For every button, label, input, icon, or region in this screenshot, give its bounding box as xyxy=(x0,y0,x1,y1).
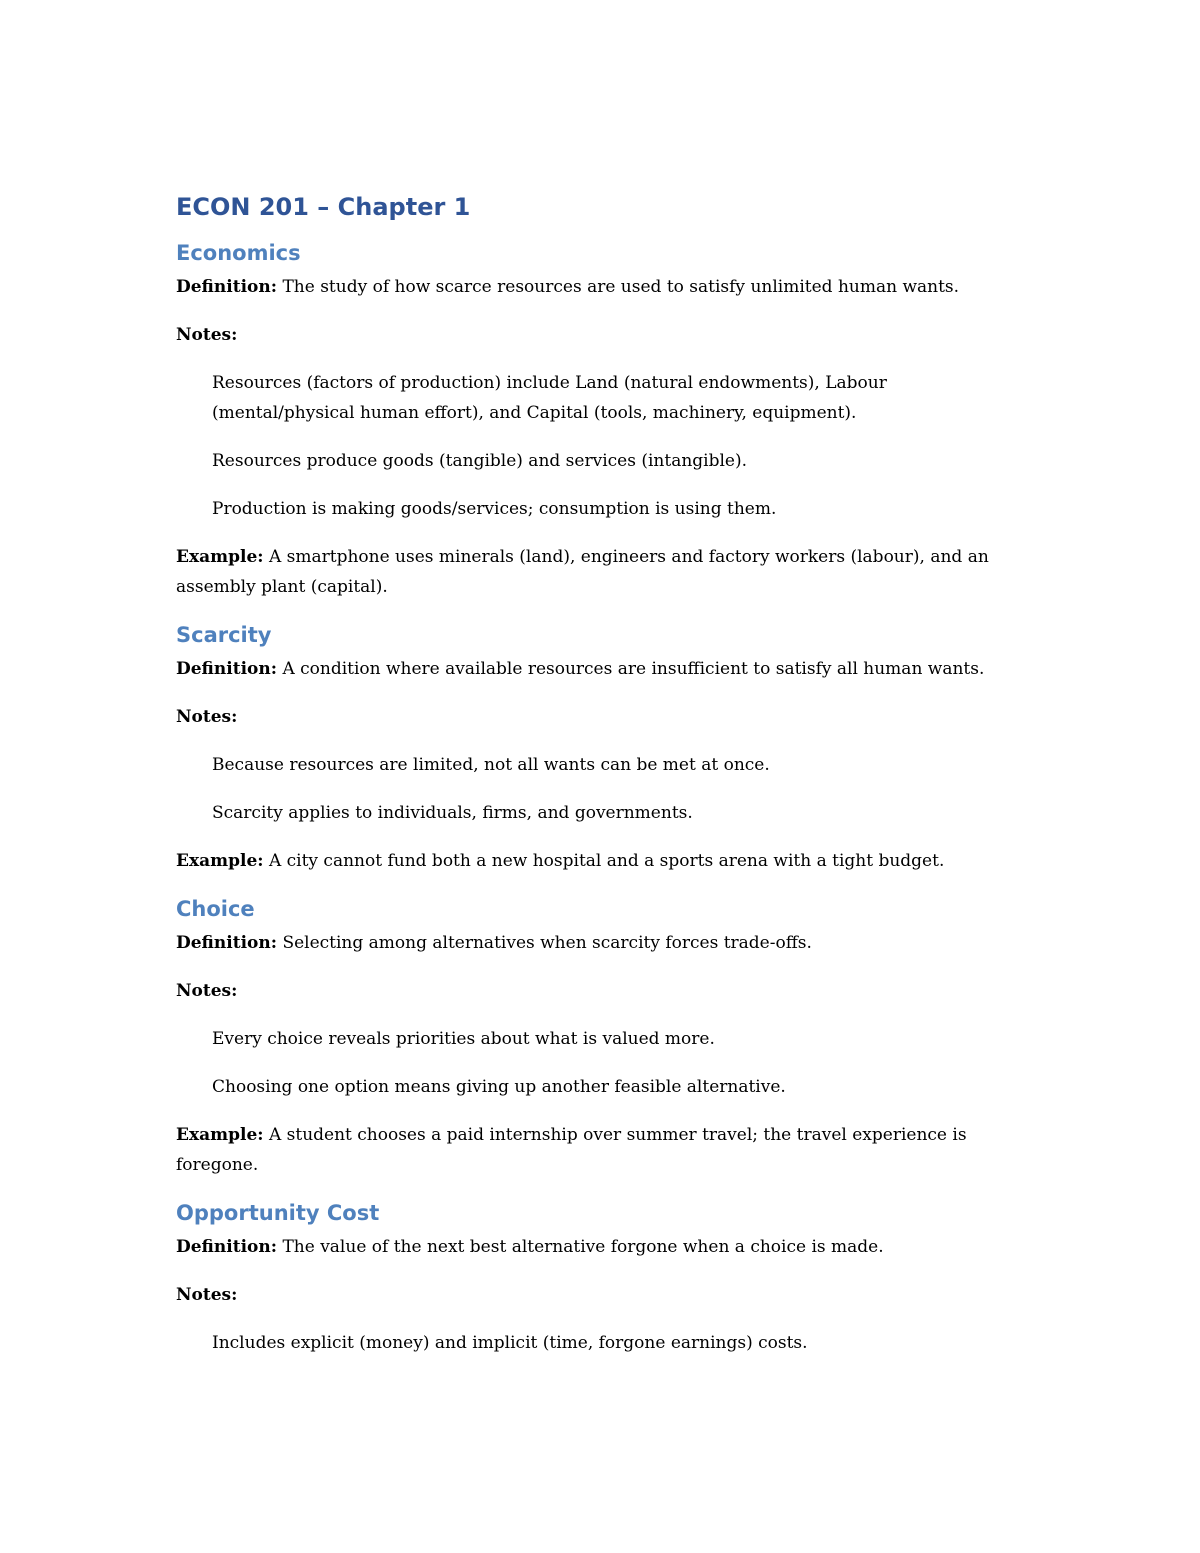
definition-label: Definition: xyxy=(176,277,278,297)
document-content xyxy=(176,190,1026,1376)
section-heading: Choice xyxy=(176,897,255,921)
definition-text: A condition where available resources are insufficient to satisfy all human wants. xyxy=(282,659,985,679)
example-text: A student chooses a paid internship over summer travel; the travel experience is foregone. xyxy=(176,1125,967,1175)
section-economics xyxy=(176,238,1026,602)
example-label: Example: xyxy=(176,851,264,871)
example-text: A smartphone uses minerals (land), engineers and factory workers (labour), and an assembly plant (capital). xyxy=(176,547,989,597)
note-item: Resources produce goods (tangible) and services (intangible). xyxy=(212,451,748,471)
notes-label: Notes: xyxy=(176,707,238,727)
notes-label: Notes: xyxy=(176,981,238,1001)
definition-label: Definition: xyxy=(176,1237,278,1257)
section-heading: Opportunity Cost xyxy=(176,1201,380,1225)
definition-paragraph xyxy=(176,928,1026,958)
section-heading: Scarcity xyxy=(176,623,272,647)
definition-paragraph xyxy=(176,272,1026,302)
example-paragraph xyxy=(176,1120,1026,1180)
note-item: Production is making goods/services; consumption is using them. xyxy=(212,499,777,519)
note-item: Scarcity applies to individuals, firms, and governments. xyxy=(212,803,693,823)
notes-paragraph xyxy=(176,702,1026,732)
example-paragraph xyxy=(176,542,1026,602)
notes-label: Notes: xyxy=(176,1285,238,1305)
definition-text: The study of how scarce resources are used to satisfy unlimited human wants. xyxy=(282,277,960,297)
note-item: Because resources are limited, not all wants can be met at once. xyxy=(212,755,770,775)
note-item: Every choice reveals priorities about what is valued more. xyxy=(212,1029,715,1049)
example-text: A city cannot fund both a new hospital and a sports arena with a tight budget. xyxy=(268,851,945,871)
example-label: Example: xyxy=(176,547,264,567)
definition-text: Selecting among alternatives when scarcity forces trade-offs. xyxy=(282,933,812,953)
section-opportunity-cost xyxy=(176,1198,1026,1358)
notes-paragraph xyxy=(176,976,1026,1006)
section-choice xyxy=(176,894,1026,1180)
note-item: Choosing one option means giving up another feasible alternative. xyxy=(212,1077,786,1097)
section-heading: Economics xyxy=(176,241,301,265)
section-scarcity xyxy=(176,620,1026,876)
definition-label: Definition: xyxy=(176,659,278,679)
example-paragraph xyxy=(176,846,1026,876)
notes-label: Notes: xyxy=(176,325,238,345)
example-label: Example: xyxy=(176,1125,264,1145)
notes-paragraph xyxy=(176,1280,1026,1310)
definition-paragraph xyxy=(176,1232,1026,1262)
document-title: ECON 201 – Chapter 1 xyxy=(176,193,471,221)
definition-paragraph xyxy=(176,654,1026,684)
note-item: Resources (factors of production) include Land (natural endowments), Labour (mental/physical human effort), and Capital (tools, machinery, equipment). xyxy=(212,373,887,423)
note-item: Includes explicit (money) and implicit (time, forgone earnings) costs. xyxy=(212,1333,808,1353)
definition-text: The value of the next best alternative forgone when a choice is made. xyxy=(282,1237,884,1257)
notes-paragraph xyxy=(176,320,1026,350)
definition-label: Definition: xyxy=(176,933,278,953)
